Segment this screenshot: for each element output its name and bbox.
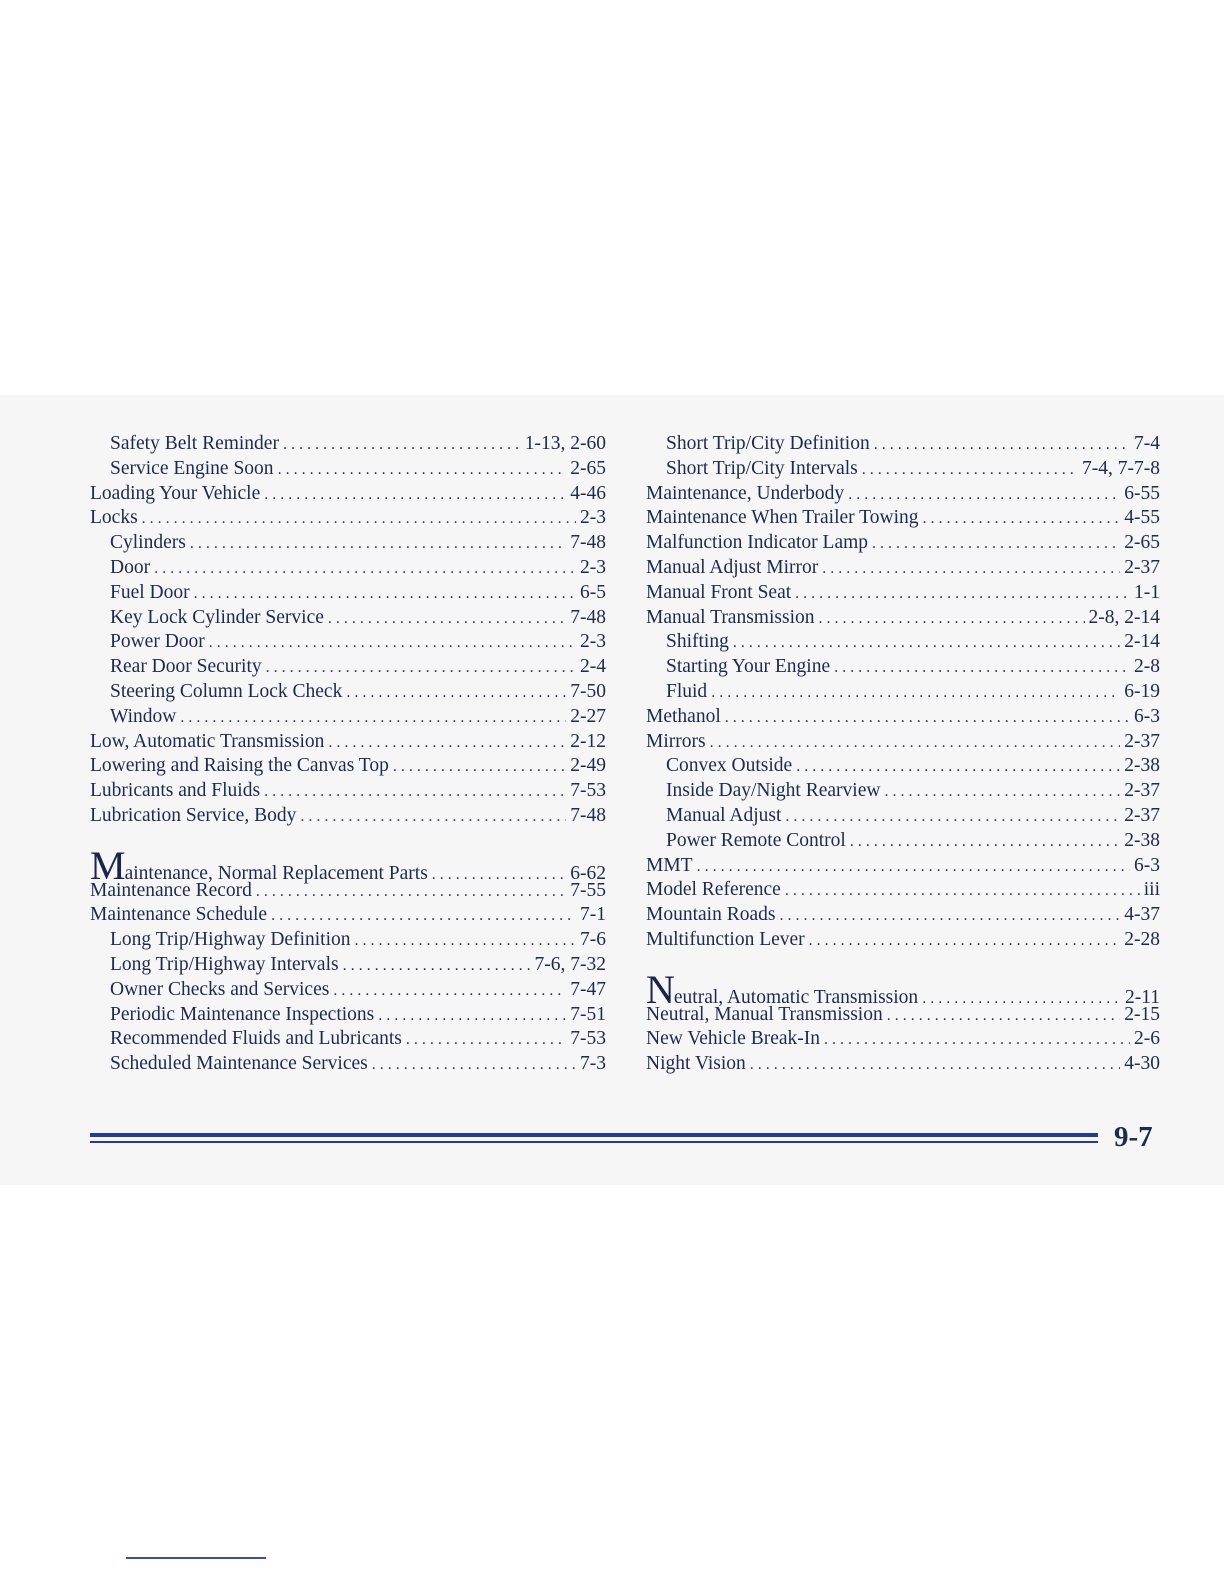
- entry-label: [646, 630, 729, 655]
- entry-page-ref: 2-8, 2-14: [1088, 606, 1160, 628]
- entry-label: [90, 680, 342, 705]
- dot-leader: [725, 706, 1130, 731]
- entry-label: [646, 457, 858, 482]
- index-entry: [646, 854, 1160, 879]
- entry-label: [646, 878, 781, 903]
- index-entry: [646, 482, 1160, 507]
- index-subentry: [646, 655, 1160, 680]
- entry-page-ref: 7-48: [570, 532, 606, 554]
- entry-text: Cylinders: [110, 532, 186, 554]
- entry-text: Owner Checks and Services: [110, 978, 330, 1000]
- dot-leader: [278, 458, 567, 483]
- entry-text: Maintenance When Trailer Towing: [646, 507, 919, 529]
- dot-leader: [785, 879, 1140, 904]
- entry-text: Safety Belt Reminder: [110, 433, 279, 454]
- entry-page-ref: 2-27: [570, 705, 606, 727]
- entry-label: [646, 680, 707, 705]
- dot-leader: [733, 631, 1120, 656]
- dot-leader: [328, 607, 566, 632]
- index-subentry: [90, 1027, 606, 1052]
- entry-text: Key Lock Cylinder Service: [110, 606, 324, 628]
- entry-label: [90, 655, 262, 680]
- entry-label: [646, 1003, 883, 1028]
- entry-text: Methanol: [646, 705, 721, 727]
- entry-page-ref: 7-47: [570, 978, 606, 1000]
- entry-text: Manual Adjust: [666, 804, 782, 826]
- dot-leader: [256, 880, 566, 905]
- entry-label: [90, 482, 260, 507]
- entry-label: [646, 581, 791, 606]
- entry-text: New Vehicle Break-In: [646, 1028, 820, 1050]
- dot-leader: [333, 979, 566, 1004]
- entry-text: eutral, Automatic Transmission: [673, 986, 919, 1008]
- dot-leader: [711, 681, 1120, 706]
- index-entry: [646, 730, 1160, 755]
- dot-leader: [393, 755, 566, 780]
- dot-leader: [862, 458, 1078, 483]
- entry-page-ref: 2-37: [1124, 804, 1160, 826]
- entry-label: [646, 1052, 746, 1077]
- entry-page-ref: 7-48: [570, 606, 606, 628]
- dot-leader: [283, 433, 521, 458]
- entry-text: Fuel Door: [110, 581, 190, 603]
- entry-text: Recommended Fluids and Lubricants: [110, 1028, 402, 1050]
- entry-label: [90, 457, 274, 482]
- dot-leader: [834, 656, 1130, 681]
- index-subentry: [646, 630, 1160, 655]
- entry-label: [646, 928, 805, 953]
- index-entry: [646, 1003, 1160, 1028]
- index-subentry: [90, 655, 606, 680]
- entry-label: [646, 432, 870, 457]
- entry-page-ref: 7-6: [580, 929, 606, 951]
- entry-label: [646, 829, 846, 854]
- index-entry: [646, 556, 1160, 581]
- entry-page-ref: 2-38: [1124, 829, 1160, 851]
- entry-page-ref: 2-3: [580, 507, 606, 529]
- index-subentry: [90, 630, 606, 655]
- entry-text: Short Trip/City Definition: [666, 433, 870, 454]
- dot-leader: [194, 582, 576, 607]
- entry-label: [646, 779, 880, 804]
- entry-label: [646, 730, 706, 755]
- dot-leader: [779, 904, 1120, 929]
- entry-text: Lowering and Raising the Canvas Top: [90, 755, 389, 777]
- entry-label: [90, 953, 339, 978]
- dot-leader: [818, 607, 1084, 632]
- index-subentry: [90, 1052, 606, 1077]
- index-subentry: [90, 457, 606, 482]
- entry-page-ref: 6-3: [1134, 705, 1160, 727]
- entry-page-ref: 2-65: [570, 457, 606, 479]
- dot-leader: [378, 1004, 566, 1029]
- dot-leader: [266, 656, 576, 681]
- index-entry: [646, 966, 1160, 1012]
- dot-leader: [372, 1053, 576, 1078]
- dot-leader: [822, 557, 1120, 582]
- dot-leader: [264, 483, 566, 508]
- index-subentry: [90, 680, 606, 705]
- dot-leader: [300, 805, 566, 830]
- entry-page-ref: 2-37: [1124, 780, 1160, 802]
- entry-text: Window: [110, 705, 177, 727]
- entry-page-ref: 7-1: [580, 904, 606, 926]
- entry-page-ref: 4-46: [570, 482, 606, 504]
- entry-text: Multifunction Lever: [646, 928, 805, 950]
- index-subentry: [90, 978, 606, 1003]
- dot-leader: [848, 483, 1120, 508]
- footer-rule-thin: [90, 1141, 1098, 1143]
- dot-leader: [697, 855, 1130, 880]
- entry-text: Lubricants and Fluids: [90, 780, 261, 802]
- entry-label: [90, 730, 324, 755]
- entry-text: Manual Transmission: [646, 606, 815, 628]
- dot-leader: [824, 1028, 1130, 1053]
- index-column-left: [90, 432, 606, 1077]
- entry-label: [646, 903, 775, 928]
- entry-text: Shifting: [666, 631, 729, 653]
- entry-text: Rear Door Security: [110, 656, 262, 678]
- entry-page-ref: 6-3: [1134, 854, 1160, 876]
- index-subentry: [646, 432, 1160, 457]
- index-subentry: [90, 705, 606, 730]
- entry-page-ref: 7-4: [1134, 433, 1160, 454]
- index-entry: [646, 1052, 1160, 1077]
- index-subentry: [90, 953, 606, 978]
- entry-label: [90, 531, 186, 556]
- index-subentry: [646, 804, 1160, 829]
- dot-leader: [872, 532, 1120, 557]
- index-entry: [646, 1027, 1160, 1052]
- entry-page-ref: 2-6: [1134, 1028, 1160, 1050]
- entry-page-ref: 2-65: [1124, 532, 1160, 554]
- index-subentry: [646, 457, 1160, 482]
- index-column-right: [646, 432, 1160, 1077]
- entry-label: [90, 432, 279, 457]
- entry-label: [90, 556, 150, 581]
- dot-leader: [887, 1004, 1121, 1029]
- entry-text: Model Reference: [646, 879, 781, 901]
- entry-text: Manual Adjust Mirror: [646, 556, 819, 578]
- dot-leader: [328, 731, 566, 756]
- entry-label: [90, 705, 176, 730]
- entry-text: Power Remote Control: [666, 829, 846, 851]
- index-entry: [90, 754, 606, 779]
- index-entry: [646, 903, 1160, 928]
- entry-label: [90, 804, 296, 829]
- entry-text: Malfunction Indicator Lamp: [646, 532, 869, 554]
- entry-page-ref: 7-48: [570, 804, 606, 826]
- index-entry: [90, 730, 606, 755]
- dot-leader: [343, 954, 531, 979]
- entry-page-ref: 6-62: [570, 862, 606, 884]
- index-subentry: [90, 606, 606, 631]
- entry-text: Long Trip/Highway Definition: [110, 929, 351, 951]
- entry-text: Service Engine Soon: [110, 457, 274, 479]
- dot-leader: [355, 929, 576, 954]
- index-entry: [646, 531, 1160, 556]
- entry-text: Long Trip/Highway Intervals: [110, 953, 339, 975]
- entry-text: Scheduled Maintenance Services: [110, 1053, 368, 1075]
- entry-label: [646, 754, 792, 779]
- entry-text: Night Vision: [646, 1053, 746, 1075]
- entry-label: [90, 1003, 374, 1028]
- entry-page-ref: 2-38: [1124, 755, 1160, 777]
- index-subentry: [90, 432, 606, 457]
- dot-leader: [809, 929, 1121, 954]
- dot-leader: [850, 830, 1120, 855]
- entry-page-ref: 2-28: [1124, 928, 1160, 950]
- entry-label: [90, 754, 389, 779]
- entry-text: Short Trip/City Intervals: [666, 457, 858, 479]
- entry-text: aintenance, Normal Replacement Parts: [124, 862, 428, 884]
- index-subentry: [646, 829, 1160, 854]
- entry-label: [90, 606, 324, 631]
- entry-page-ref: 2-12: [570, 730, 606, 752]
- entry-page-ref: 7-6, 7-32: [534, 953, 606, 975]
- entry-label: [90, 630, 205, 655]
- entry-label: [646, 506, 919, 531]
- entry-page-ref: 2-8: [1134, 656, 1160, 678]
- dot-leader: [264, 780, 566, 805]
- entry-label: [646, 804, 781, 829]
- dot-leader: [190, 532, 566, 557]
- index-entry: [646, 606, 1160, 631]
- entry-label: [646, 482, 844, 507]
- index-subentry: [646, 680, 1160, 705]
- entry-text: Steering Column Lock Check: [110, 680, 343, 702]
- entry-page-ref: 2-3: [580, 556, 606, 578]
- entry-label: [90, 978, 329, 1003]
- entry-page-ref: 7-4, 7-7-8: [1082, 457, 1160, 479]
- dot-leader: [142, 507, 576, 532]
- entry-page-ref: 2-37: [1124, 556, 1160, 578]
- entry-text: Manual Front Seat: [646, 581, 792, 603]
- entry-page-ref: 2-15: [1124, 1003, 1160, 1025]
- entry-page-ref: 4-55: [1124, 507, 1160, 529]
- entry-label: [646, 854, 693, 879]
- index-subentry: [646, 754, 1160, 779]
- section-initial: M: [90, 842, 125, 888]
- entry-label: [646, 655, 830, 680]
- index-subentry: [90, 556, 606, 581]
- entry-text: Maintenance Record: [90, 879, 252, 901]
- dot-leader: [346, 681, 566, 706]
- entry-page-ref: 2-11: [1124, 986, 1160, 1008]
- entry-label: [90, 879, 252, 904]
- entry-label: [90, 779, 260, 804]
- entry-label: [90, 1052, 368, 1077]
- index-entry: [646, 878, 1160, 903]
- entry-page-ref: 7-53: [570, 780, 606, 802]
- index-entry: [646, 705, 1160, 730]
- dot-leader: [796, 755, 1120, 780]
- entry-text: MMT: [646, 854, 693, 876]
- entry-label: [646, 705, 721, 730]
- entry-text: Fluid: [666, 680, 708, 702]
- entry-text: Locks: [90, 507, 138, 529]
- index-entry: [90, 482, 606, 507]
- index-subentry: [90, 1003, 606, 1028]
- page-number: 9-7: [1114, 1121, 1153, 1153]
- entry-page-ref: 7-51: [570, 1003, 606, 1025]
- entry-page-ref: 6-55: [1124, 482, 1160, 504]
- dot-leader: [154, 557, 576, 582]
- entry-text: Door: [110, 556, 151, 578]
- section-gap: [90, 829, 606, 854]
- dot-leader: [785, 805, 1120, 830]
- entry-page-ref: 6-5: [580, 581, 606, 603]
- entry-text: Lubrication Service, Body: [90, 804, 297, 826]
- index-entry: [90, 879, 606, 904]
- index-entry: [90, 779, 606, 804]
- entry-text: Neutral, Manual Transmission: [646, 1003, 883, 1025]
- dot-leader: [923, 507, 1121, 532]
- entry-page-ref: 4-37: [1124, 904, 1160, 926]
- entry-label: [90, 1027, 402, 1052]
- index-entry: [646, 928, 1160, 953]
- section-gap: [646, 953, 1160, 978]
- entry-text: Maintenance Schedule: [90, 904, 268, 926]
- entry-page-ref: iii: [1143, 879, 1160, 901]
- entry-text: Convex Outside: [666, 755, 793, 777]
- entry-text: Maintenance, Underbody: [646, 482, 845, 504]
- dot-leader: [271, 904, 576, 929]
- entry-label: [646, 531, 868, 556]
- entry-text: Loading Your Vehicle: [90, 482, 261, 504]
- entry-text: Periodic Maintenance Inspections: [110, 1003, 375, 1025]
- entry-page-ref: 1-13, 2-60: [524, 433, 606, 454]
- entry-label: [90, 903, 267, 928]
- section-initial: N: [646, 966, 674, 1012]
- entry-page-ref: 7-55: [570, 879, 606, 901]
- footer-rule-thick: [90, 1133, 1098, 1137]
- entry-page-ref: 7-53: [570, 1028, 606, 1050]
- entry-page-ref: 2-37: [1124, 730, 1160, 752]
- entry-page-ref: 2-3: [580, 631, 606, 653]
- index-entry: [90, 903, 606, 928]
- dot-leader: [874, 433, 1130, 458]
- entry-label: [646, 556, 818, 581]
- entry-text: Low, Automatic Transmission: [90, 730, 325, 752]
- entry-page-ref: 2-14: [1124, 631, 1160, 653]
- entry-text: Mirrors: [646, 730, 706, 752]
- dot-leader: [406, 1028, 566, 1053]
- dot-leader: [209, 631, 576, 656]
- index-subentry: [90, 531, 606, 556]
- dot-leader: [180, 706, 566, 731]
- entry-text: Starting Your Engine: [666, 656, 831, 678]
- entry-label: [90, 928, 351, 953]
- index-entry: [646, 581, 1160, 606]
- entry-page-ref: 2-49: [570, 755, 606, 777]
- dot-leader: [884, 780, 1120, 805]
- index-subentry: [90, 928, 606, 953]
- index-entry: [90, 506, 606, 531]
- entry-label: [646, 606, 814, 631]
- index-entry: [90, 804, 606, 829]
- dot-leader: [795, 582, 1130, 607]
- dot-leader: [710, 731, 1121, 756]
- entry-page-ref: 7-50: [570, 680, 606, 702]
- entry-page-ref: 2-4: [580, 656, 606, 678]
- entry-label: [90, 506, 138, 531]
- index-subentry: [646, 779, 1160, 804]
- entry-text: Inside Day/Night Rearview: [666, 780, 881, 802]
- entry-page-ref: 4-30: [1124, 1053, 1160, 1075]
- index-entry: [646, 506, 1160, 531]
- entry-text: Mountain Roads: [646, 904, 776, 926]
- entry-label: [90, 581, 190, 606]
- entry-page-ref: 7-3: [580, 1053, 606, 1075]
- footer-rule: [90, 1130, 1098, 1146]
- decorative-line: [126, 1557, 266, 1559]
- index-entry: [90, 842, 606, 888]
- entry-text: Power Door: [110, 631, 205, 653]
- entry-page-ref: 1-1: [1134, 581, 1160, 603]
- entry-page-ref: 6-19: [1124, 680, 1160, 702]
- dot-leader: [750, 1053, 1120, 1078]
- entry-label: [646, 1027, 820, 1052]
- index-subentry: [90, 581, 606, 606]
